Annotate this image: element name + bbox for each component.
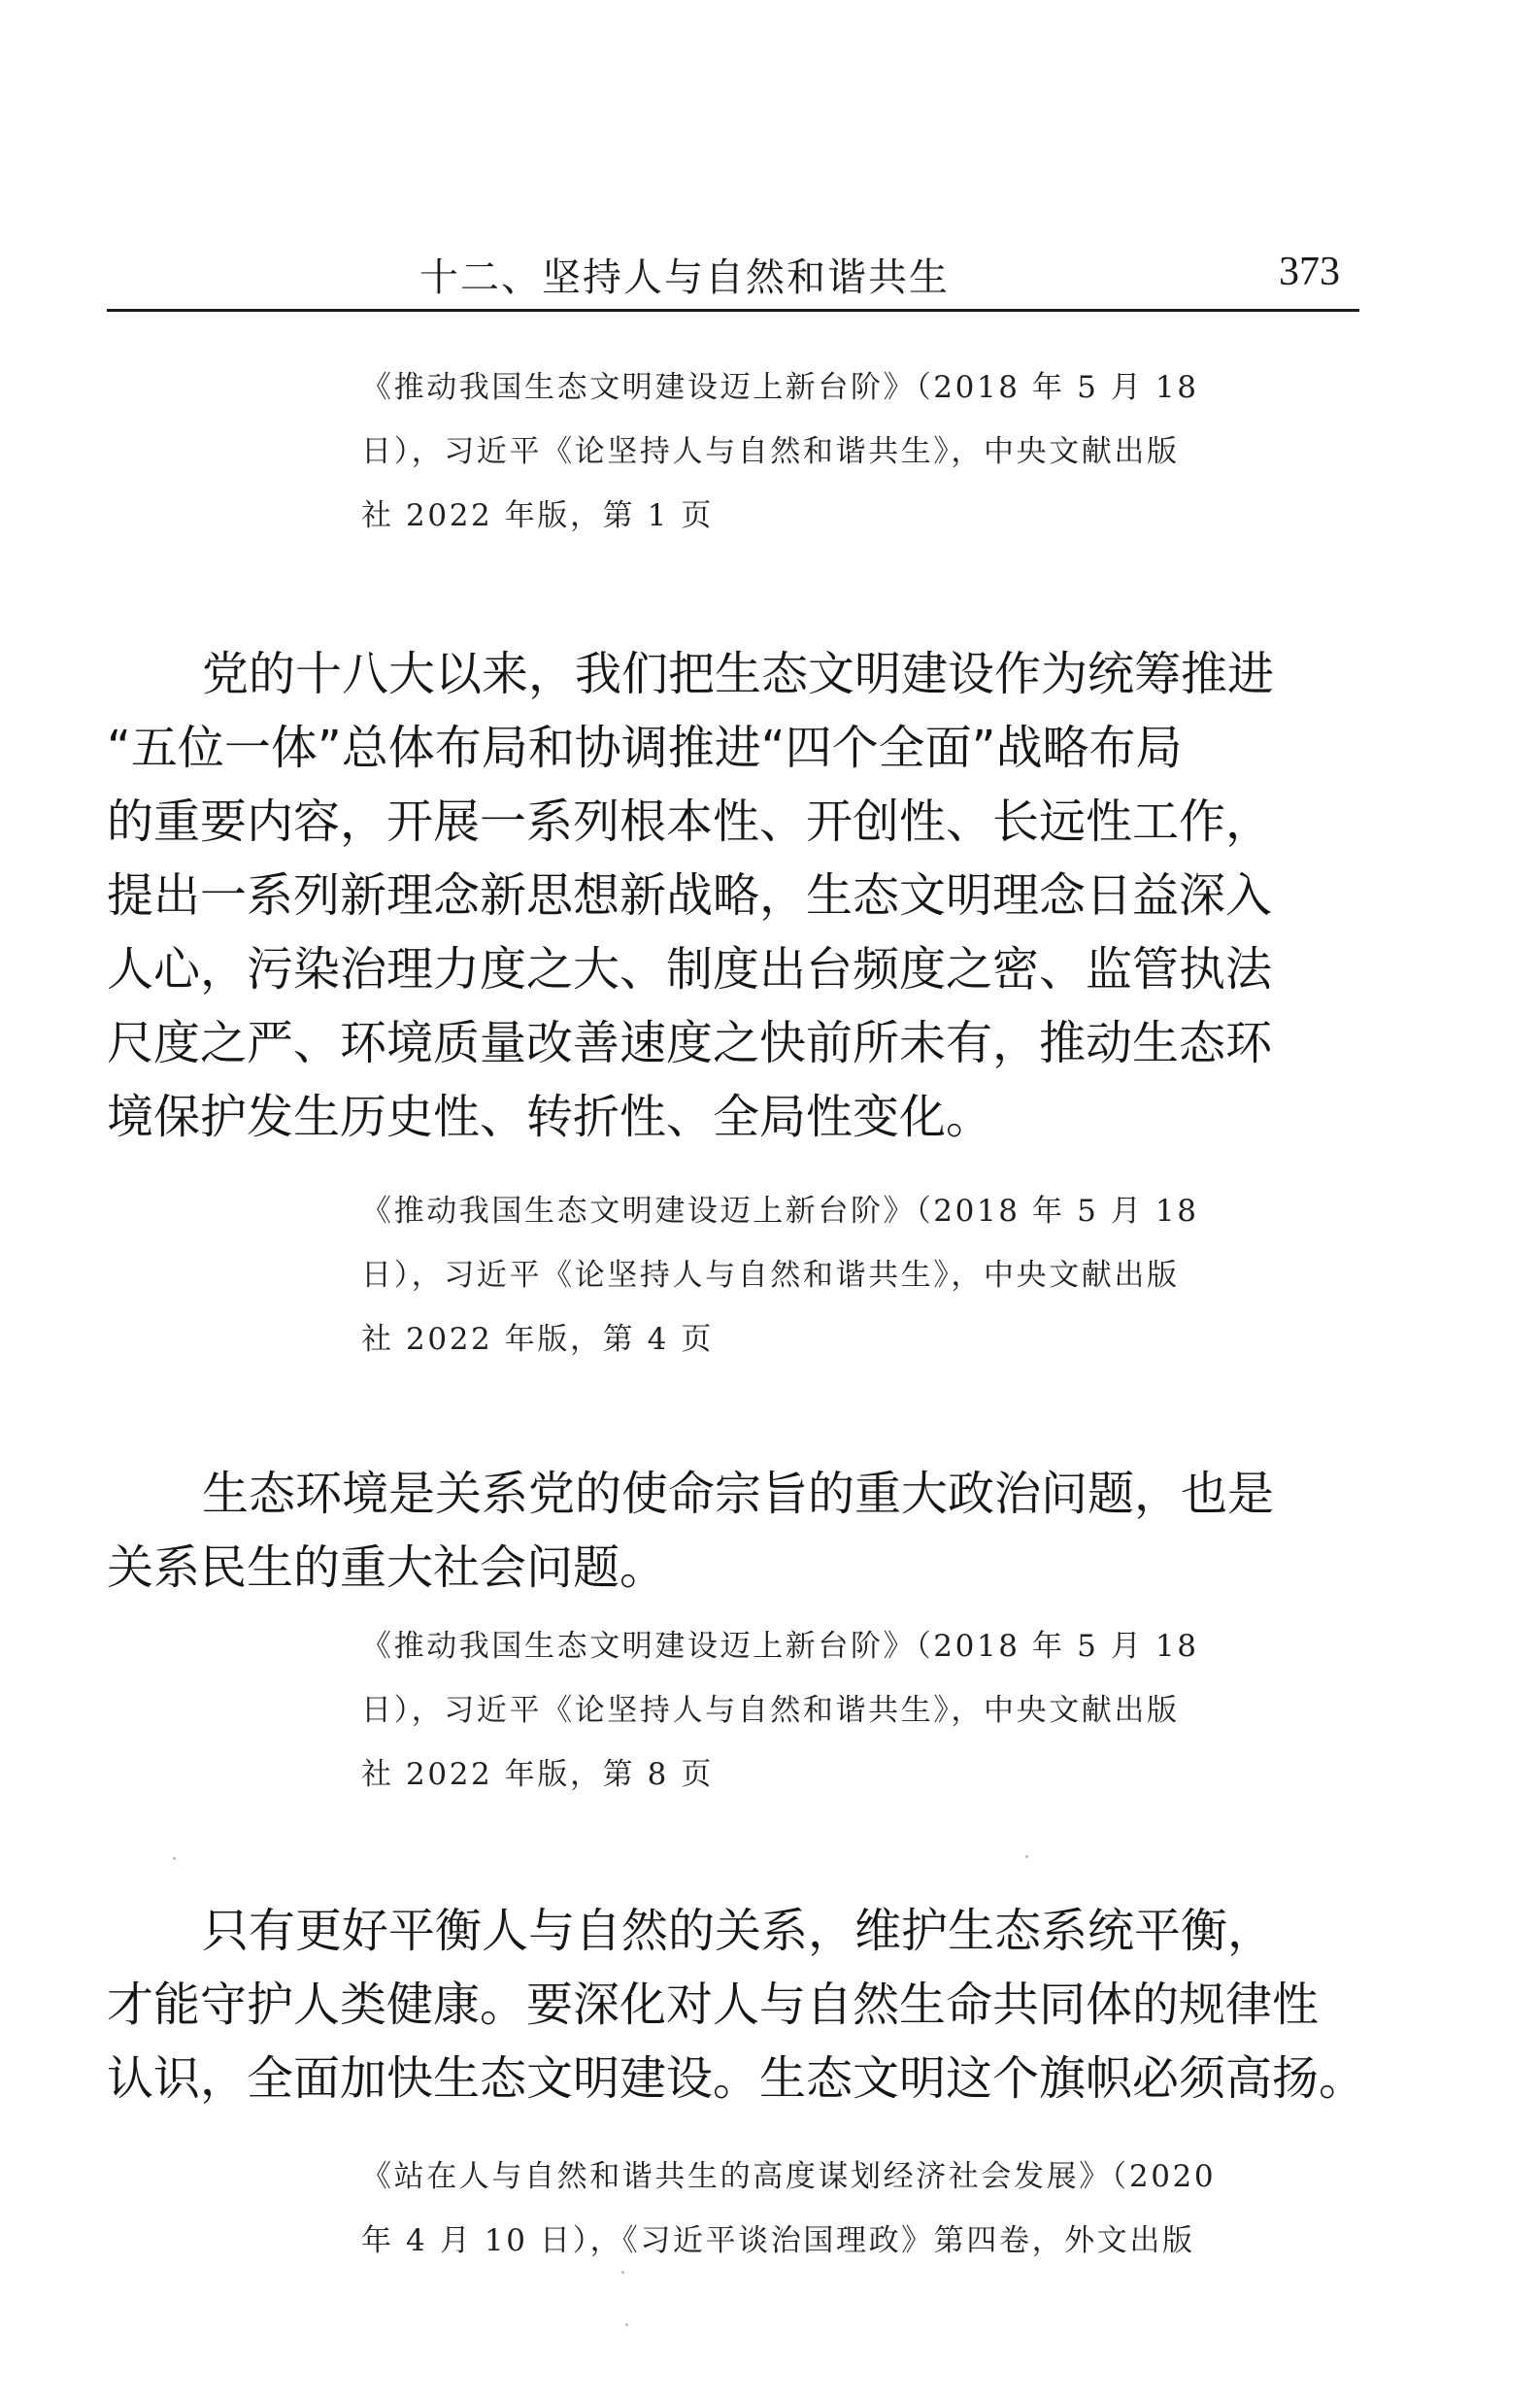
paragraph-line: 关系民生的重大社会问题。 [107,1540,667,1595]
citation-block [361,1179,1371,1371]
citation-line: 社 2022 年版，第 8 页 [361,1757,715,1792]
paragraph-line: 的重要内容，开展一系列根本性、开创性、长远性工作， [107,795,1273,849]
body-paragraph [107,1894,1369,2115]
citation-line: 社 2022 年版，第 4 页 [361,1322,715,1357]
running-header [107,243,1359,303]
citation-line: 年 4 月 10 日），《习近平谈治国理政》第四卷，外文出版 [361,2223,1195,2258]
paragraph-line: 才能守护人类健康。要深化对人与自然生命共同体的规律性 [107,1978,1320,2032]
citation-block [361,1614,1371,1807]
page-number: 373 [1279,250,1340,294]
paragraph-line: 生态环境是关系党的使命宗旨的重大政治问题，也是 [202,1467,1275,1521]
citation-line: 日），习近平《论坚持人与自然和谐共生》，中央文献出版 [361,1693,1180,1728]
paragraph-line: 认识，全面加快生态文明建设。生态文明这个旗帜必须高扬。 [107,2051,1366,2106]
citation-block [361,355,1371,548]
print-speck [621,2271,624,2274]
citation-block [361,2145,1371,2273]
body-paragraph [107,1457,1369,1605]
header-divider [107,309,1359,312]
print-speck [1025,1855,1028,1858]
body-paragraph [107,637,1369,1154]
chapter-title: 十二、坚持人与自然和谐共生 [419,255,950,300]
citation-line: 日），习近平《论坚持人与自然和谐共生》，中央文献出版 [361,1258,1180,1293]
paragraph-line: 只有更好平衡人与自然的关系，维护生态系统平衡， [202,1904,1275,1958]
print-speck [625,2323,628,2326]
citation-line: 《站在人与自然和谐共生的高度谋划经济社会发展》（2020 [361,2159,1217,2194]
citation-line: 《推动我国生态文明建设迈上新台阶》（2018 年 5 月 18 [361,1194,1199,1229]
citation-line: 《推动我国生态文明建设迈上新台阶》（2018 年 5 月 18 [361,1629,1199,1664]
citation-line: 日），习近平《论坚持人与自然和谐共生》，中央文献出版 [361,434,1180,469]
citation-line: 《推动我国生态文明建设迈上新台阶》（2018 年 5 月 18 [361,370,1199,405]
paragraph-line: 尺度之严、环境质量改善速度之快前所未有，推动生态环 [107,1016,1273,1070]
paragraph-line: 提出一系列新理念新思想新战略，生态文明理念日益深入 [107,868,1273,923]
paragraph-line: 境保护发生历史性、转折性、全局性变化。 [107,1090,993,1144]
paragraph-line: “五位一体”总体布局和协调推进“四个全面”战略布局 [107,721,1183,775]
paragraph-line: 人心，污染治理力度之大、制度出台频度之密、监管执法 [107,942,1273,997]
paragraph-line: 党的十八大以来，我们把生态文明建设作为统筹推进 [202,647,1275,701]
citation-line: 社 2022 年版，第 1 页 [361,498,715,533]
print-speck [173,1857,176,1860]
